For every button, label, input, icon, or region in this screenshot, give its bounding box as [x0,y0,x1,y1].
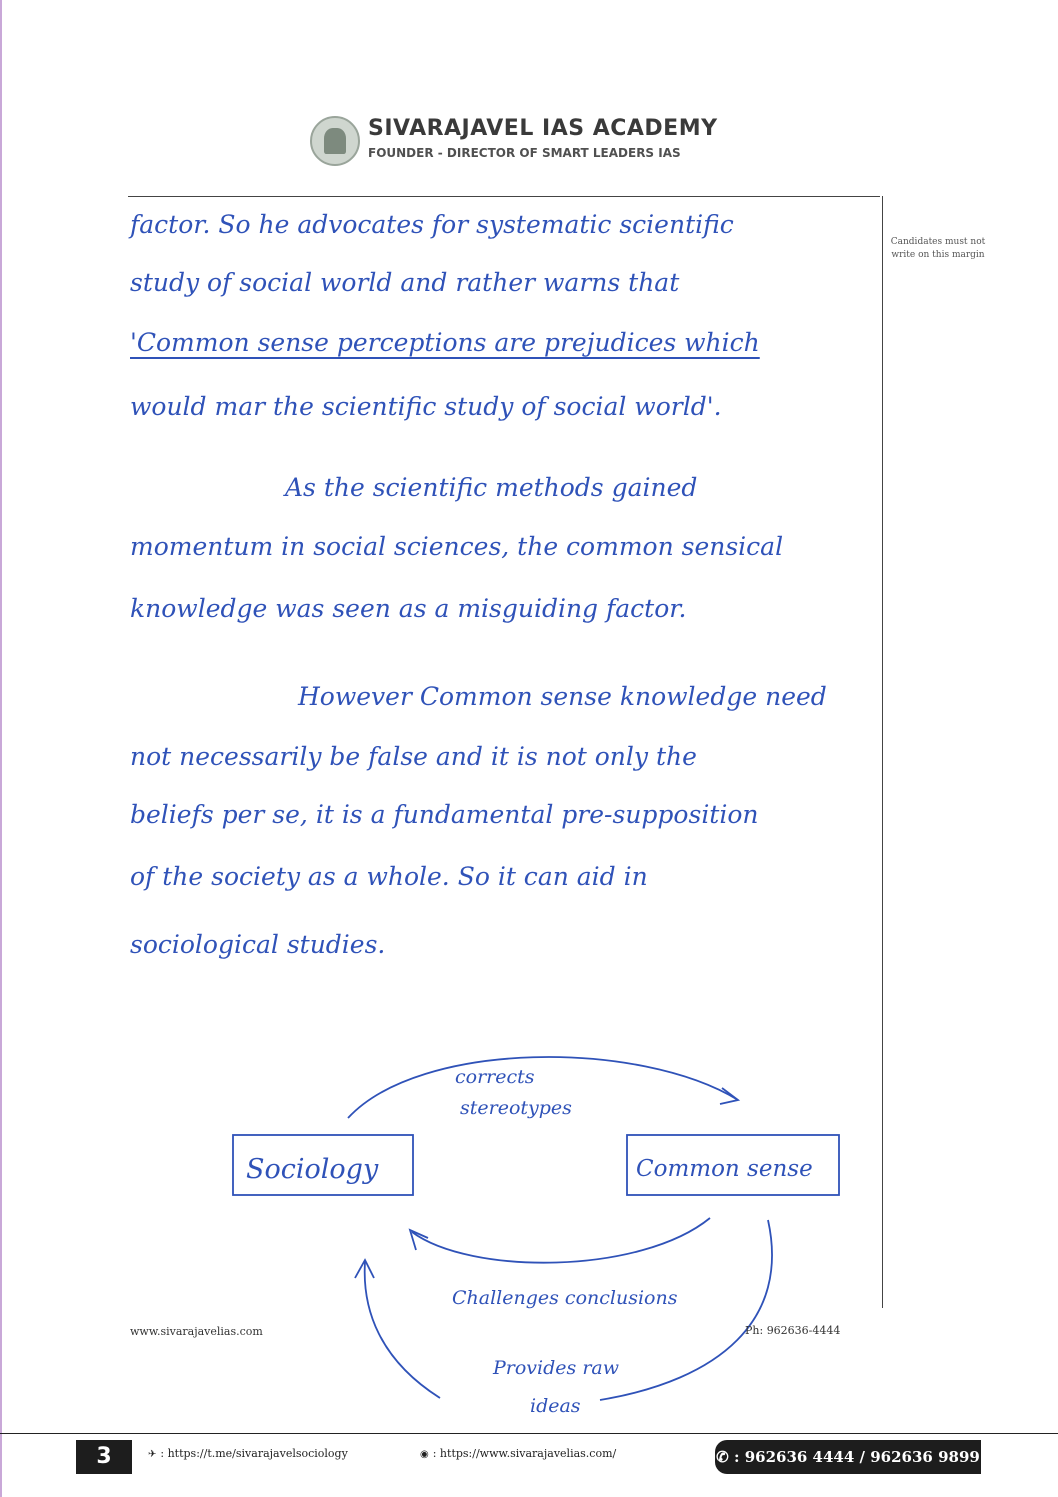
arrow-bottom-label-2: ideas [530,1395,581,1417]
academy-logo [310,116,360,166]
handwritten-line: sociological studies. [130,930,386,959]
box-sociology-label: Sociology [246,1154,379,1185]
handwritten-line: of the society as a whole. So it can aid in [130,862,648,891]
website-text: www.sivarajavelias.com [130,1325,263,1338]
handwritten-line: However Common sense knowledge need [298,682,827,711]
contact-numbers: ✆ : 962636 4444 / 962636 9899 [715,1440,981,1474]
handwritten-line: 'Common sense perceptions are prejudices which [130,328,760,357]
handwritten-line: beliefs per se, it is a fundamental pre-supposition [130,800,759,829]
page-number: 3 [76,1440,132,1474]
footer-rule [0,1433,1058,1434]
telegram-icon: ✈ [148,1449,157,1460]
margin-note: Candidates must not write on this margin [890,237,986,260]
handwritten-line: not necessarily be false and it is not only the [130,742,697,771]
handwritten-line: momentum in social sciences, the common sensical [130,532,784,561]
handwritten-line: factor. So he advocates for systematic scientific [130,210,734,239]
answer-area-right-border [882,196,883,1308]
handwritten-line: As the scientific methods gained [285,473,698,502]
arrow-bottom-label-1: Provides raw [493,1357,619,1379]
phone-text: Ph: 962636-4444 [745,1324,841,1337]
page-header [300,112,720,172]
academy-subtitle: FOUNDER - DIRECTOR OF SMART LEADERS IAS [368,146,681,160]
handwritten-line: knowledge was seen as a misguiding factor. [130,594,687,623]
answer-area-top-border [128,196,880,197]
arrow-top-label-2: stereotypes [460,1097,572,1119]
arrow-middle-label: Challenges conclusions [452,1287,678,1309]
telegram-link-text[interactable]: : https://t.me/sivarajavelsociology [160,1447,348,1460]
arrow-top-label-1: corrects [455,1066,535,1088]
handwritten-line: study of social world and rather warns that [130,268,680,297]
telegram-link[interactable] [148,1447,348,1460]
website-link-text[interactable]: : https://www.sivarajavelias.com/ [432,1447,617,1460]
globe-icon: ◉ [420,1449,429,1460]
box-common-sense-label: Common sense [636,1156,813,1182]
academy-name: SIVARAJAVEL IAS ACADEMY [368,116,718,141]
website-link[interactable] [420,1447,616,1460]
handwritten-line: would mar the scientific study of social world'. [130,392,722,421]
